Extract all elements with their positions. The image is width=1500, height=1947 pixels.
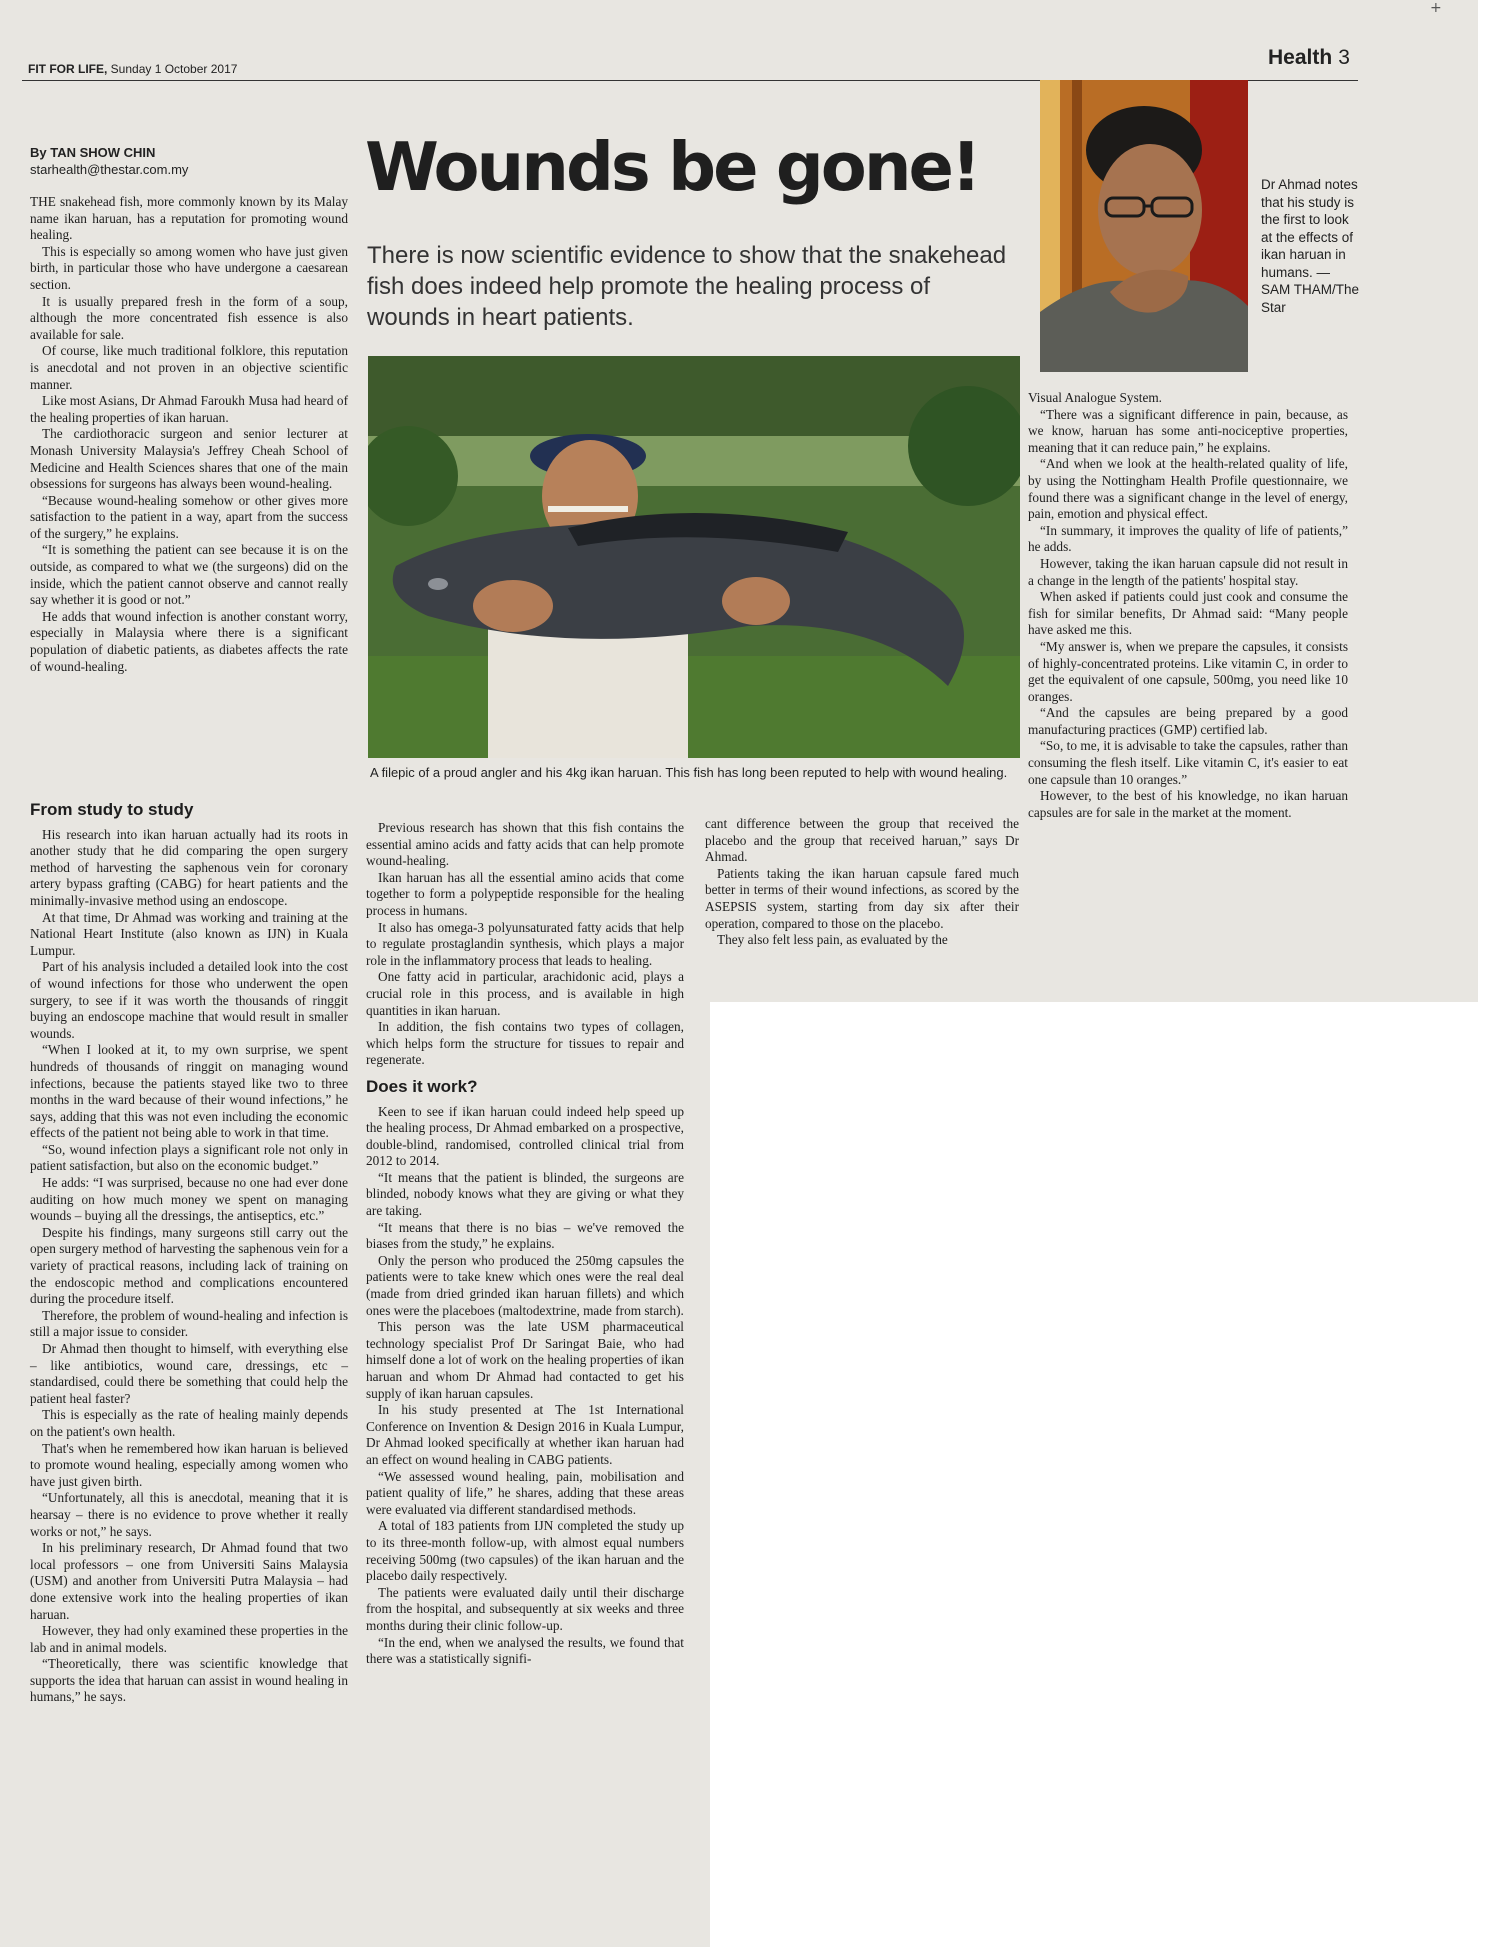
- author-email[interactable]: starhealth@thestar.com.my: [30, 162, 189, 177]
- paragraph: Part of his analysis included a detailed look into the cost of wound infections for those who underwent the open surgery, to see if it was worth the thousands of ringgit buying an endoscope machine that would result in smaller wounds.: [30, 959, 348, 1041]
- paragraph: One fatty acid in particular, arachidonic acid, plays a crucial role in this process, and is available in high quantities in ikan haruan.: [366, 969, 684, 1018]
- author-name: By TAN SHOW CHIN: [30, 145, 156, 160]
- section-name: FIT FOR LIFE,: [28, 62, 108, 76]
- paragraph: “And when we look at the health-related quality of life, by using the Nottingham Health Profile questionnaire, we found there was a significant change in the level of energy, pain, emotion and physical effect.: [1028, 456, 1348, 522]
- paragraph: They also felt less pain, as evaluated by the: [717, 932, 948, 948]
- paragraph: Like most Asians, Dr Ahmad Faroukh Musa had heard of the healing properties of ikan haruan.: [30, 393, 348, 425]
- paragraph: This is especially as the rate of healing mainly depends on the patient's own health.: [30, 1407, 348, 1439]
- paragraph: “Unfortunately, all this is anecdotal, meaning that it is hearsay – there is no evidence to prove whether it really works or not,” he says.: [30, 1490, 348, 1539]
- paragraph: “We assessed wound healing, pain, mobilisation and patient quality of life,” he shares, adding that these areas were evaluated via different standardised methods.: [366, 1468, 684, 1517]
- paragraph: Previous research has shown that this fish contains the essential amino acids and fatty acids that can help promote wound-healing.: [366, 820, 684, 869]
- paragraph: “Theoretically, there was scientific knowledge that supports the idea that haruan can assist in wound healing in humans,” he says.: [30, 1656, 348, 1705]
- dr-ahmad-portrait-icon: [1040, 80, 1248, 372]
- paragraph: When asked if patients could just cook and consume the fish for similar benefits, Dr Ahmad said: “Many people have asked me this.: [1028, 589, 1348, 638]
- paragraph: Only the person who produced the 250mg capsules the patients were to take knew which ones were the real deal (made from dried grinded ikan haruan fillets) and which ones were the placeboes (maltodextrine, made from starch).: [366, 1252, 684, 1318]
- paragraph: This person was the late USM pharmaceutical technology specialist Prof Dr Saringat Baie, who had himself done a lot of work on the healing properties of ikan haruan and whom Dr Ahmad had contacted to get his supply of ikan haruan capsules.: [366, 1319, 684, 1401]
- paragraph: It is usually prepared fresh in the form of a soup, although the more concentrated fish essence is also available for sale.: [30, 293, 348, 342]
- column-4: [1028, 390, 1348, 821]
- paragraph: He adds: “I was surprised, because no one had ever done auditing on how much money we spent on managing wounds – buying all the dressings, the antiseptics, etc.”: [30, 1175, 348, 1224]
- paragraph: “So, wound infection plays a significant role not only in patient satisfaction, but also on the economic budget.”: [30, 1141, 348, 1174]
- paragraph: In his study presented at The 1st International Conference on Invention & Design 2016 in Kuala Lumpur, Dr Ahmad looked specifically at whether ikan haruan had an effect on wound healing in CABG patients.: [366, 1402, 684, 1467]
- page-header-right: [1268, 46, 1350, 70]
- paragraph: However, taking the ikan haruan capsule did not result in a change in the length of the patients' hospital stay.: [1028, 555, 1348, 588]
- paragraph: “My answer is, when we prepare the capsules, it consists of highly-concentrated proteins. Like vitamin C, in order to get the equivalent of one capsule, 500mg, you need like 10 oranges.: [1028, 638, 1348, 704]
- paragraph: Keen to see if ikan haruan could indeed help speed up the healing process, Dr Ahmad embarked on a prospective, double-blind, randomised, controlled clinical trial from 2012 to 2014.: [366, 1103, 684, 1169]
- feature-photo: [368, 356, 1020, 758]
- paragraph: “It means that the patient is blinded, the surgeons are blinded, nobody knows what they are giving or what they are taking.: [366, 1169, 684, 1219]
- paragraph: That's when he remembered how ikan haruan is believed to promote wound healing, especially among women who have just given birth.: [30, 1440, 348, 1489]
- paragraph: Ikan haruan has all the essential amino acids that come together to form a polypeptide responsible for the healing process in humans.: [366, 869, 684, 918]
- column-1-intro: [30, 194, 348, 675]
- paragraph: However, they had only examined these properties in the lab and in animal models.: [30, 1623, 348, 1655]
- column-3: [705, 816, 1019, 949]
- paragraph: Patients taking the ikan haruan capsule fared much better in terms of their wound infections, as scored by the ASEPSIS system, starting from day six after their operation, compared to those on the placebo.: [705, 865, 1019, 931]
- paragraph: “And the capsules are being prepared by a good manufacturing practices (GMP) certified lab.: [1028, 705, 1348, 737]
- page-header-left: [28, 62, 237, 76]
- paragraph: “It means that there is no bias – we've removed the biases from the study,” he explains.: [366, 1219, 684, 1252]
- page-section: Health: [1268, 46, 1333, 69]
- paragraph: Of course, like much traditional folklore, this reputation is anecdotal and not proven in an objective scientific manner.: [30, 343, 348, 392]
- portrait-photo: [1040, 80, 1248, 372]
- paragraph: “So, to me, it is advisable to take the capsules, rather than consuming the flesh itself. Like vitamin C, it's easier to eat one capsule than 10 oranges.”: [1028, 738, 1348, 787]
- paragraph: cant difference between the group that received the placebo and the group that received haruan,” says Dr Ahmad.: [705, 816, 1019, 865]
- paragraph: In his preliminary research, Dr Ahmad found that two local professors – one from Universiti Sains Malaysia (USM) and another from Universiti Putra Malaysia – had done extensive work into the healing properties of ikan haruan.: [30, 1540, 348, 1622]
- paragraph: A total of 183 patients from IJN completed the study up to its three-month follow-up, with almost equal numbers receiving 500mg (two capsules) of the ikan haruan and the placebo daily respectively.: [366, 1518, 684, 1584]
- subhead-from-study-to-study: From study to study: [30, 800, 194, 819]
- headline: Wounds be gone!: [365, 128, 979, 206]
- subhead-does-it-work: Does it work?: [366, 1076, 478, 1096]
- paragraph: Visual Analogue System.: [1028, 390, 1163, 405]
- column-2: [366, 820, 684, 1668]
- paragraph: In addition, the fish contains two types of collagen, which helps form the structure for tissues to repair and regenerate.: [366, 1019, 684, 1068]
- paragraph: THE snakehead fish, more commonly known by its Malay name ikan haruan, has a reputation for promoting wound healing.: [30, 194, 348, 243]
- paragraph: He adds that wound infection is another constant worry, especially in Malaysia where there is a significant population of diabetic patients, as diabetes affects the rate of wound-healing.: [30, 608, 348, 674]
- paragraph: “In the end, when we analysed the results, we found that there was a statistically signifi-: [366, 1634, 684, 1667]
- paragraph: “Because wound-healing somehow or other gives more satisfaction to the patient in a way, apart from the success of the surgery,” he explains.: [30, 492, 348, 541]
- paragraph: This is especially so among women who have just given birth, in particular those who have undergone a caesarean section.: [30, 243, 348, 292]
- paragraph: “It is something the patient can see because it is on the outside, as compared to what we (the surgeons) did on the inside, which the patient cannot observe and cannot really say whether it is good or not.”: [30, 542, 348, 608]
- paragraph: At that time, Dr Ahmad was working and training at the National Heart Institute (also known as IJN) in Kuala Lumpur.: [30, 909, 348, 958]
- byline: [30, 144, 188, 178]
- column-1-body: [30, 792, 348, 1706]
- paragraph: The patients were evaluated daily until their discharge from the hospital, and subsequently at six weeks and three months during their clinic follow-up.: [366, 1584, 684, 1633]
- angler-fish-photo-icon: [368, 356, 1020, 758]
- crop-mark: +: [1430, 0, 1442, 16]
- paragraph: However, to the best of his knowledge, no ikan haruan capsules are for sale in the market at the moment.: [1028, 788, 1348, 820]
- paragraph: “In summary, it improves the quality of life of patients,” he adds.: [1028, 522, 1348, 555]
- paragraph: The cardiothoracic surgeon and senior lecturer at Monash University Malaysia's Jeffrey Cheah School of Medicine and Health Sciences shares that one of the main obsessions for surgeons has always been wound-healing.: [30, 426, 348, 492]
- issue-date: Sunday 1 October 2017: [110, 62, 238, 76]
- standfirst: There is now scientific evidence to show that the snakehead fish does indeed help promote the healing process of wounds in heart patients.: [367, 242, 1007, 331]
- page-number: 3: [1338, 46, 1350, 69]
- portrait-caption: Dr Ahmad notes that his study is the first to look at the effects of ikan haruan in humans. — SAM THAM/The Star: [1261, 177, 1360, 315]
- paragraph: Therefore, the problem of wound-healing and infection is still a major issue to consider.: [30, 1307, 348, 1340]
- paragraph: His research into ikan haruan actually had its roots in another study that he did comparing the open surgery method of harvesting the saphenous vein for coronary artery bypass grafting (CABG) for heart patients and the minimally-invasive method using an endoscope.: [30, 826, 348, 908]
- paragraph: Despite his findings, many surgeons still carry out the open surgery method of harvesting the saphenous vein for a variety of practical reasons, including lack of training on the endoscopic method and complications encountered during the procedure itself.: [30, 1224, 348, 1307]
- photo-caption: A filepic of a proud angler and his 4kg ikan haruan. This fish has long been reputed to help with wound healing.: [370, 765, 1008, 780]
- paragraph: “There was a significant difference in pain, because, as we know, haruan has some anti-nociceptive properties, meaning that it can reduce pain,” he explains.: [1028, 406, 1348, 455]
- paragraph: It also has omega-3 polyunsaturated fatty acids that help to regulate prostaglandin synthesis, which plays a major role in the inflammatory process that leads to healing.: [366, 919, 684, 968]
- paragraph: “When I looked at it, to my own surprise, we spent hundreds of thousands of ringgit on managing wound infections, because the patients stayed like two to three months in the ward because of their wound infections,” he says, adding that this was not even including the economic effects of the patient not being able to work in that time.: [30, 1042, 348, 1141]
- paragraph: Dr Ahmad then thought to himself, with everything else – like antibiotics, wound care, dressings, etc – standardised, could there be something that could help the patient heal faster?: [30, 1341, 348, 1406]
